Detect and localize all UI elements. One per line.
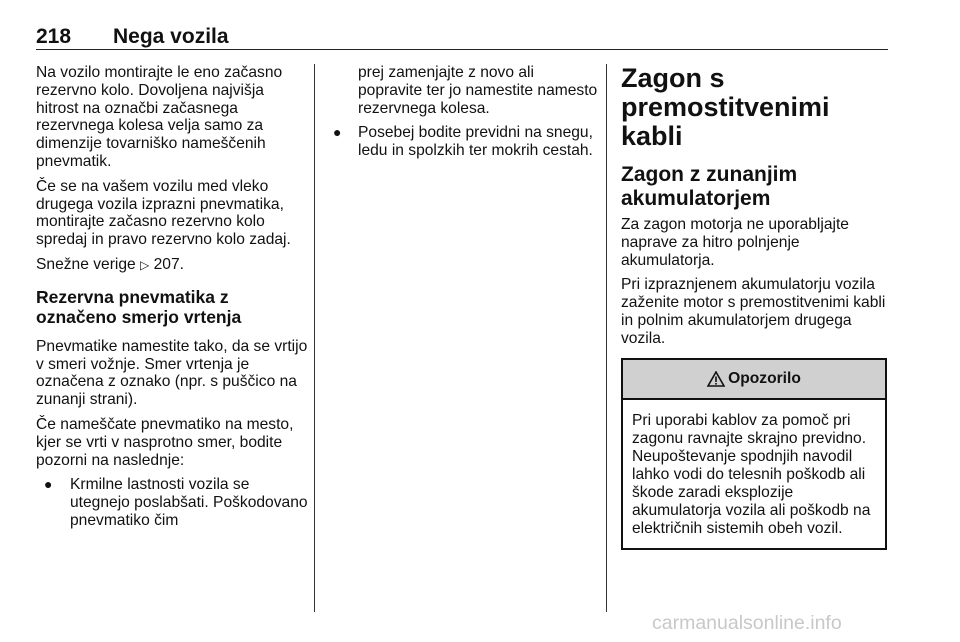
warning-text: Pri uporabi kablov za pomoč pri zagonu ravnajte skrajno previdno. Neupoštevanje spodnjih navodil lahko vodi do telesnih poškodb ali škode zaradi eksplozije akumulatorja vozila ali poškodb na električnih sistemih obeh vozil.: [632, 411, 871, 537]
page-header: [36, 25, 888, 50]
section-title: Nega vozila: [113, 25, 229, 48]
warning-header: [623, 360, 885, 400]
paragraph: Za zagon motorja ne uporabljajte naprave za hitro polnjenje akumulatorja.: [621, 216, 849, 269]
warning-box: [621, 358, 887, 550]
column-right: [621, 64, 889, 550]
column-divider: [314, 64, 315, 612]
section-heading: Zagon z zunanjim akumulatorjem: [621, 163, 798, 210]
list-item-text: Posebej bodite previdni na snegu, ledu in spolzkih ter mokrih cestah.: [358, 124, 593, 160]
subheading: Rezervna pnevmatika z označeno smerjo vrtenja: [36, 286, 242, 327]
bullet-icon: ●: [333, 124, 342, 141]
column-left: [36, 64, 308, 537]
paragraph: Če se na vašem vozilu med vleko drugega vozila izprazni pnevmatika, montirajte začasno rezervno kolo spredaj in pravo rezervno kolo zadaj.: [36, 177, 291, 249]
bullet-icon: ●: [44, 476, 53, 493]
warning-triangle-icon: [707, 371, 725, 387]
column-middle: [326, 64, 598, 167]
reference-text: Snežne verige: [36, 255, 136, 273]
paragraph: Na vozilo montirajte le eno začasno rezervno kolo. Dovoljena najvišja hitrost na označbi začasnega rezervnega kolesa velja samo za dimenzije tovarniško nameščenih pnevmatik.: [36, 64, 283, 170]
page-number: 218: [36, 25, 72, 48]
list-item: [36, 476, 308, 529]
list-item: [326, 124, 598, 160]
column-divider: [606, 64, 607, 612]
paragraph: Pnevmatike namestite tako, da se vrtijo v smeri vožnje. Smer vrtenja je označena z oznako (npr. s puščico na zunanji strani).: [36, 337, 308, 409]
paragraph: Pri izpraznjenem akumulatorju vozila zaženite motor s premostitvenimi kabli in polnim akumulatorjem drugega vozila.: [621, 276, 886, 347]
chapter-heading: Zagon s premostitvenimi kabli: [621, 63, 830, 151]
list-item-text: Krmilne lastnosti vozila se utegnejo poslabšati. Poškodovano pnevmatiko čim: [70, 476, 308, 529]
paragraph: Če nameščate pnevmatiko na mesto, kjer se vrti v nasprotno smer, bodite pozorni na naslednje:: [36, 415, 294, 469]
list-item-continuation: prej zamenjajte z novo ali popravite ter jo namestite namesto rezervnega kolesa.: [358, 64, 598, 117]
page-reference-icon: ▷: [140, 257, 150, 272]
warning-title: Opozorilo: [728, 369, 801, 387]
reference-page: 207.: [153, 255, 184, 273]
watermark: carmanualsonline.info: [652, 612, 842, 634]
cross-reference[interactable]: [36, 256, 308, 275]
